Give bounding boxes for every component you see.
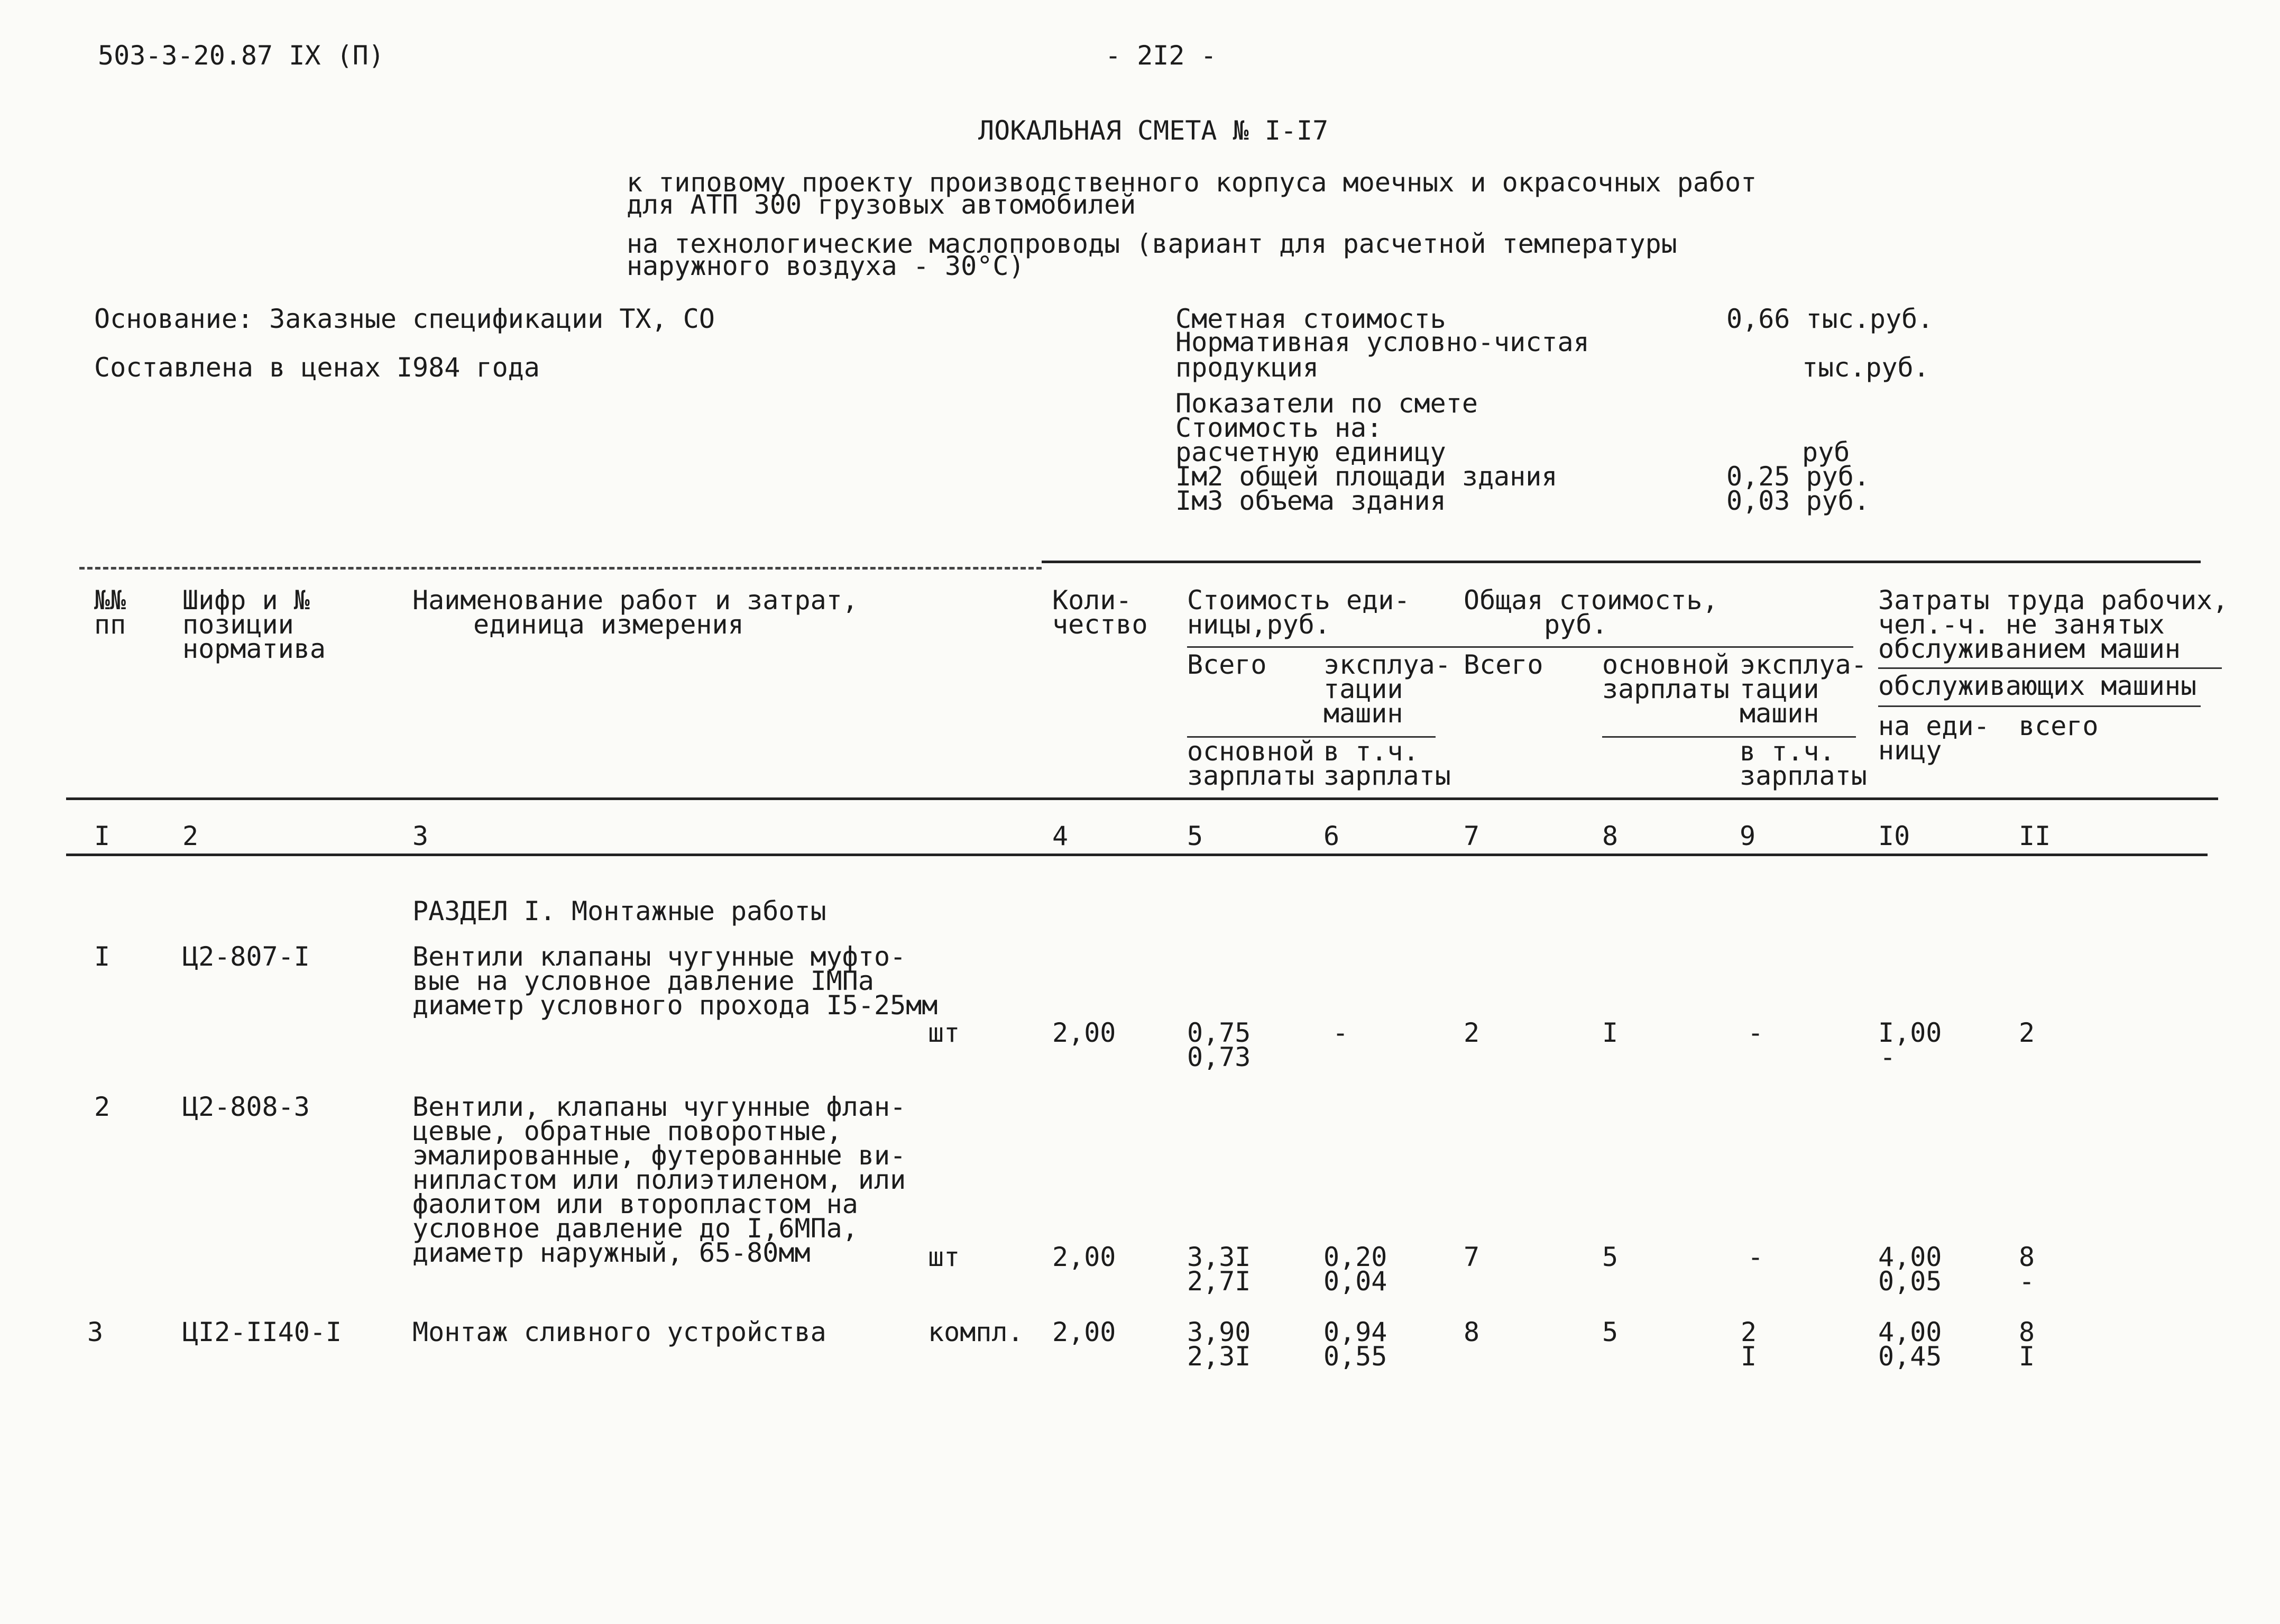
header-col6-b: тации (1323, 674, 1403, 704)
header-labor: Затраты труда рабочих, (1878, 585, 2229, 616)
header-bottom-rule (66, 797, 2218, 800)
table-top-rule-left (79, 567, 1042, 570)
col-number-11: II (2019, 821, 2051, 851)
subject-line-2: наружного воздуха - 30°С) (627, 251, 1025, 281)
header-col4: Коли- (1052, 585, 1132, 616)
row3-qty: 2,00 (1052, 1317, 1116, 1347)
row2-col7: 7 (1464, 1242, 1480, 1272)
header-col8: основной (1602, 649, 1730, 680)
row2-name-1: Вентили, клапаны чугунные флан- (412, 1091, 906, 1122)
header-labor-d: обслуживающих машины (1878, 671, 2197, 701)
row3-unit: компл. (928, 1317, 1024, 1347)
header-col2-b: позиции (182, 609, 294, 640)
col-number-2: 2 (182, 821, 199, 851)
col-number-8: 8 (1602, 821, 1619, 851)
row3-number: 3 (87, 1317, 104, 1347)
row2-name-2: цевые, обратные поворотные, (412, 1116, 842, 1146)
m3-cost-label: Iм3 объема здания (1175, 485, 1446, 516)
net-product-label-2: продукция (1175, 352, 1319, 383)
header-col8-b: зарплаты (1602, 674, 1730, 704)
unit-cost-value: руб (1802, 437, 1850, 467)
subject-line-1: на технологические маслопроводы (вариант для расчетной температуры (627, 228, 1677, 259)
row3-col7: 8 (1464, 1317, 1480, 1347)
header-unit-cost-b: ницы,руб. (1187, 609, 1330, 640)
row1-col7: 2 (1464, 1017, 1480, 1048)
header-col1: №№ (94, 585, 126, 616)
row2-col5-wage: 2,7I (1187, 1266, 1251, 1297)
basis-text: Основание: Заказные спецификации ТХ, СО (94, 304, 715, 334)
row3-col9-wage: I (1741, 1341, 1757, 1372)
row2-code: Ц2-808-3 (182, 1091, 310, 1122)
m2-cost-value: 0,25 руб. (1726, 461, 1870, 492)
header-col5-wage: основной (1187, 736, 1314, 767)
header-labor-rule-2 (1878, 705, 2201, 707)
col-number-10: I0 (1878, 821, 1910, 851)
net-product-value: тыс.руб. (1802, 352, 1929, 383)
indicators-label: Показатели по смете (1175, 388, 1478, 419)
header-col5-wage-b: зарплаты (1187, 760, 1314, 791)
row1-col5: 0,75 (1187, 1017, 1251, 1048)
cost-label: Сметная стоимость (1175, 304, 1446, 334)
row1-number: I (94, 941, 111, 972)
header-col11: всего (2019, 711, 2099, 741)
header-col3: Наименование работ и затрат, (412, 585, 858, 616)
header-total-cost: Общая стоимость, (1464, 585, 1718, 616)
row3-col5-wage: 2,3I (1187, 1341, 1251, 1372)
row2-name-6: условное давление до I,6МПа, (412, 1213, 858, 1244)
header-col2: Шифр и № (182, 585, 310, 616)
header-unit-cost: Стоимость еди- (1187, 585, 1410, 616)
column-numbers-rule (66, 854, 2208, 856)
header-col6-incl: в т.ч. (1323, 736, 1419, 767)
net-product-label: Нормативная условно-чистая (1175, 327, 1589, 357)
estimate-title: ЛОКАЛЬНАЯ СМЕТА № I-I7 (978, 115, 1329, 146)
row2-col9: - (1748, 1242, 1764, 1272)
row1-col11: 2 (2019, 1017, 2035, 1048)
header-col10-b: ницу (1878, 735, 1942, 766)
header-cost-rule (1187, 646, 1853, 648)
row1-unit: шт (928, 1017, 960, 1048)
unit-cost-label: расчетную единицу (1175, 437, 1446, 467)
row1-name-2: вые на условное давление IМПа (412, 966, 874, 996)
row1-col10: I,00 (1878, 1017, 1942, 1048)
prices-year-text: Составлена в ценах I984 года (94, 352, 540, 383)
row2-name-7: диаметр наружный, 65-80мм (412, 1237, 811, 1268)
row3-col6-wage: 0,55 (1323, 1341, 1387, 1372)
header-col10: на еди- (1878, 711, 1990, 741)
col-number-3: 3 (412, 821, 429, 851)
row3-col5: 3,90 (1187, 1317, 1251, 1347)
header-col2-c: норматива (182, 634, 326, 664)
row2-col6: 0,20 (1323, 1242, 1387, 1272)
header-col9-incl-b: зарплаты (1740, 760, 1867, 791)
row1-name-1: Вентили клапаны чугунные муфто- (412, 941, 906, 972)
row2-col10: 4,00 (1878, 1242, 1942, 1272)
col-number-6: 6 (1323, 821, 1340, 851)
row2-unit: шт (928, 1242, 960, 1272)
row2-col10-b: 0,05 (1878, 1266, 1942, 1297)
header-col9-b: тации (1740, 674, 1819, 704)
row3-col6: 0,94 (1323, 1317, 1387, 1347)
col-number-9: 9 (1740, 821, 1756, 851)
row3-col9: 2 (1741, 1317, 1757, 1347)
row2-col6-wage: 0,04 (1323, 1266, 1387, 1297)
row1-col8: I (1602, 1017, 1619, 1048)
row1-code: Ц2-807-I (182, 941, 310, 972)
header-col9-c: машин (1740, 698, 1819, 729)
header-labor-c: обслуживанием машин (1878, 634, 2181, 664)
row3-col10: 4,00 (1878, 1317, 1942, 1347)
col-number-4: 4 (1052, 821, 1069, 851)
cost-per-label: Стоимость на: (1175, 412, 1383, 443)
row2-col11-b: - (2019, 1266, 2035, 1297)
header-col5: Всего (1187, 649, 1267, 680)
header-col6: эксплуа- (1323, 649, 1451, 680)
row3-col11: 8 (2019, 1317, 2035, 1347)
row3-name-1: Монтаж сливного устройства (412, 1317, 826, 1347)
row3-col10-b: 0,45 (1878, 1341, 1942, 1372)
header-col1-b: пп (94, 609, 126, 640)
header-labor-b: чел.-ч. не занятых (1878, 609, 2165, 640)
row1-qty: 2,00 (1052, 1017, 1116, 1048)
document-code: 503-3-20.87 IX (П) (98, 40, 384, 71)
row1-name-3: диаметр условного прохода I5-25мм (412, 990, 938, 1021)
m2-cost-label: Iм2 общей площади здания (1175, 461, 1558, 492)
row2-number: 2 (94, 1091, 111, 1122)
row2-name-4: нипластом или полиэтиленом, или (412, 1164, 906, 1195)
header-labor-rule (1878, 667, 2222, 669)
row2-col8: 5 (1602, 1242, 1619, 1272)
row1-col6: - (1332, 1017, 1349, 1048)
row2-qty: 2,00 (1052, 1242, 1116, 1272)
section-title: РАЗДЕЛ I. Монтажные работы (412, 896, 826, 926)
row3-col11-b: I (2019, 1341, 2035, 1372)
row2-name-3: эмалированные, футерованные ви- (412, 1140, 906, 1171)
header-col9-incl: в т.ч. (1740, 736, 1835, 767)
row1-col5-wage: 0,73 (1187, 1042, 1251, 1072)
table-top-rule-right (1042, 561, 2201, 563)
header-col9: эксплуа- (1740, 649, 1867, 680)
row2-col11: 8 (2019, 1242, 2035, 1272)
project-line-1: к типовому проекту производственного корпуса моечных и окрасочных работ (627, 167, 1757, 198)
row3-col8: 5 (1602, 1317, 1619, 1347)
row2-col5: 3,3I (1187, 1242, 1251, 1272)
col-number-7: 7 (1464, 821, 1480, 851)
header-total-cost-b: руб. (1544, 609, 1608, 640)
header-col4-b: чество (1052, 609, 1148, 640)
header-col3-b: единица измерения (473, 609, 744, 640)
row2-name-5: фаолитом или второпластом на (412, 1189, 858, 1219)
header-col6-incl-b: зарплаты (1323, 760, 1451, 791)
row3-code: ЦI2-II40-I (182, 1317, 342, 1347)
m3-cost-value: 0,03 руб. (1726, 485, 1870, 516)
row1-col9: - (1748, 1017, 1764, 1048)
col-number-5: 5 (1187, 821, 1203, 851)
page-number: - 2I2 - (1105, 40, 1217, 71)
col-number-1: I (94, 821, 111, 851)
project-line-2: для АТП 300 грузовых автомобилей (627, 189, 1136, 220)
cost-value: 0,66 тыс.руб. (1726, 304, 1934, 334)
row1-col10-b: - (1880, 1042, 1896, 1072)
header-col6-c: машин (1323, 698, 1403, 729)
header-col7: Всего (1464, 649, 1543, 680)
